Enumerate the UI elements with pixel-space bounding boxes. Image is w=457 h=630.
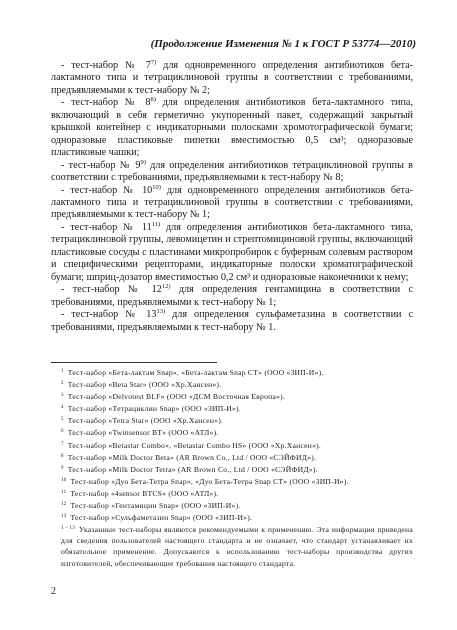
footnote-marker: 5 <box>61 417 64 423</box>
footnote-5: 5 Тест-набор «Tetra Star» (ООО «Хр.Хансен»). <box>61 416 224 426</box>
paragraph-test-kit-11: - тест-набор № 11$^{11)}$ для определения антибиотиков бета-лактамного типа, тетрациклиновой группы, левомицетин и стрептомициновой группы, включающий пластиковые сосуды с пластинами микропробирок с буферным солевым раствором и специфическими рецепторами, индикаторные полоски хроматографической бумаги; шприц-дозатор вместимостью 0,2 см³ и одноразовые наконечники к нему; <box>51 220 413 283</box>
page-number: 2 <box>51 586 56 597</box>
paragraph-test-kit-9: - тест-набор № 9$^{9)}$ для определения антибиотиков тетрациклиновой группы в соответствии с требованиями, предъявляемыми к тест-набору № 8; <box>51 158 413 184</box>
footnote-2: 2 Тест-набор «Beta Star» (ООО «Хр.Хансен»). <box>61 380 222 390</box>
paragraph-test-kit-12: - тест-набор № 12$^{12)}$ для определения гентамицина в соответствии с требованиями, предъявляемыми к тест-набору № 1; <box>51 283 413 308</box>
continuation-header: (Продолжение Изменения № 1 к ГОСТ Р 53774—2010) <box>150 38 416 50</box>
footnote-ref: 10) <box>152 183 161 191</box>
footnote-general-note: 1 – 13 Указанные тест-наборы являются рекомендуемыми к применению. Эта информация приведена для сведения пользователей настоящего стандарта и не означает, что стандарт устанавливает их обязательное применение. Допускаются к использованию тест-наборы производства других изготовителей, обеспечивающие требования настоящего стандарта. <box>61 525 413 568</box>
footnote-ref: 7) <box>150 59 157 66</box>
footnote-marker: 13 <box>61 514 67 520</box>
footnote-divider <box>51 362 217 363</box>
footnote-9: 9 Тест-набор «Milk Doctor Tetra» (AR Brown Co., Ltd / ООО «СЭЙФИД»). <box>61 464 318 474</box>
footnote-ref: 8) <box>150 96 156 104</box>
footnote-13: 13 Тест-набор «Сульфаметазин Snap» (ООО «ЗИП-И»). <box>61 513 253 523</box>
footnote-7: 7 Тест-набор «Betastar Combo», «Betastar Combo HS» (ООО «Хр.Хансен»). <box>61 440 322 450</box>
footnote-marker: 10 <box>61 477 67 483</box>
footnote-12: 12 Тест-набор «Гентамицин Snap» (ООО «ЗИП-И»). <box>61 501 241 511</box>
footnote-ref: 12) <box>161 283 171 291</box>
footnote-ref: 11) <box>151 220 161 228</box>
footnote-marker: 3 <box>61 393 64 399</box>
main-text <box>51 60 413 334</box>
footnote-marker: 8 <box>61 453 64 459</box>
footnote-marker: 12 <box>61 502 67 508</box>
footnote-marker: 6 <box>61 429 64 435</box>
footnotes <box>51 366 413 569</box>
footnote-marker: 7 <box>61 441 64 447</box>
footnote-ref: 9) <box>140 158 146 166</box>
paragraph-test-kit-13: - тест-набор № 13$^{13)}$ для определения сульфаметазина в соответствии с требованиями, предъявляемыми к тест-набору № 1. <box>51 308 413 333</box>
footnote-marker: 9 <box>61 465 64 471</box>
footnote-11: 11 Тест-набор «4sensor BTCS» (ООО «АТЛ»). <box>61 488 219 498</box>
footnote-4: 4 Тест-набор «Тетрациклин Snap» (ООО «ЗИП-И»). <box>61 404 241 414</box>
footnote-marker: 2 <box>61 381 64 387</box>
footnote-marker: 1 – 13 <box>61 526 75 532</box>
footnote-10: 10 Тест-набор «Дуо Бета-Тетра Snap», «Дуо Бета-Тетра Snap CT» (ООО «ЗИП-И»). <box>61 476 349 486</box>
footnote-marker: 4 <box>61 405 64 411</box>
footnote-marker: 11 <box>61 489 67 495</box>
footnote-8: 8 Тест-набор «Milk Doctor Beta» (AR Brown Co., Ltd / ООО «СЭЙФИД»). <box>61 452 317 462</box>
footnote-3: 3 Тест-набор «Delvotest BLF» (ООО «ДСМ Восточная Европа»). <box>61 392 286 402</box>
footnote-ref: 13) <box>156 308 166 316</box>
footnote-1: 1 Тест-набор «Бета-лактам Snap», «Бета-лактам Snap CT» (ООО «ЗИП-И»). <box>61 368 324 377</box>
paragraph-test-kit-8: - тест-набор № 8$^{8)}$ для определения антибиотиков бета-лактамного типа, включающий в себя герметично укупоренный пакет, содержащий закрытый крышкой контейнер с индикаторными полосками хромотографической бумаги; одноразовые пластиковые пипетки вместимостью 0,5 см³; одноразовые пластиковые чашки; <box>51 96 413 159</box>
paragraph-test-kit-10: - тест-набор № 10$^{10)}$ для одновременного определения антибиотиков бета-лактамного типа и тетрациклиновой группы в соответствии с требованиями, предъявляемыми к тест-набору № 1; <box>51 183 413 221</box>
footnote-6: 6 Тест-набор «Twinsensor BT» (ООО «АТЛ»). <box>61 428 219 438</box>
paragraph-test-kit-7: - тест-набор № 7$^{7)}$ для одновременного определения антибиотиков бета-лактамного типа и тетрациклиновой группы в соответствии с требованиями, предъявляемыми к тест-набору № 2; <box>51 59 414 96</box>
footnote-marker: 1 <box>61 369 64 374</box>
